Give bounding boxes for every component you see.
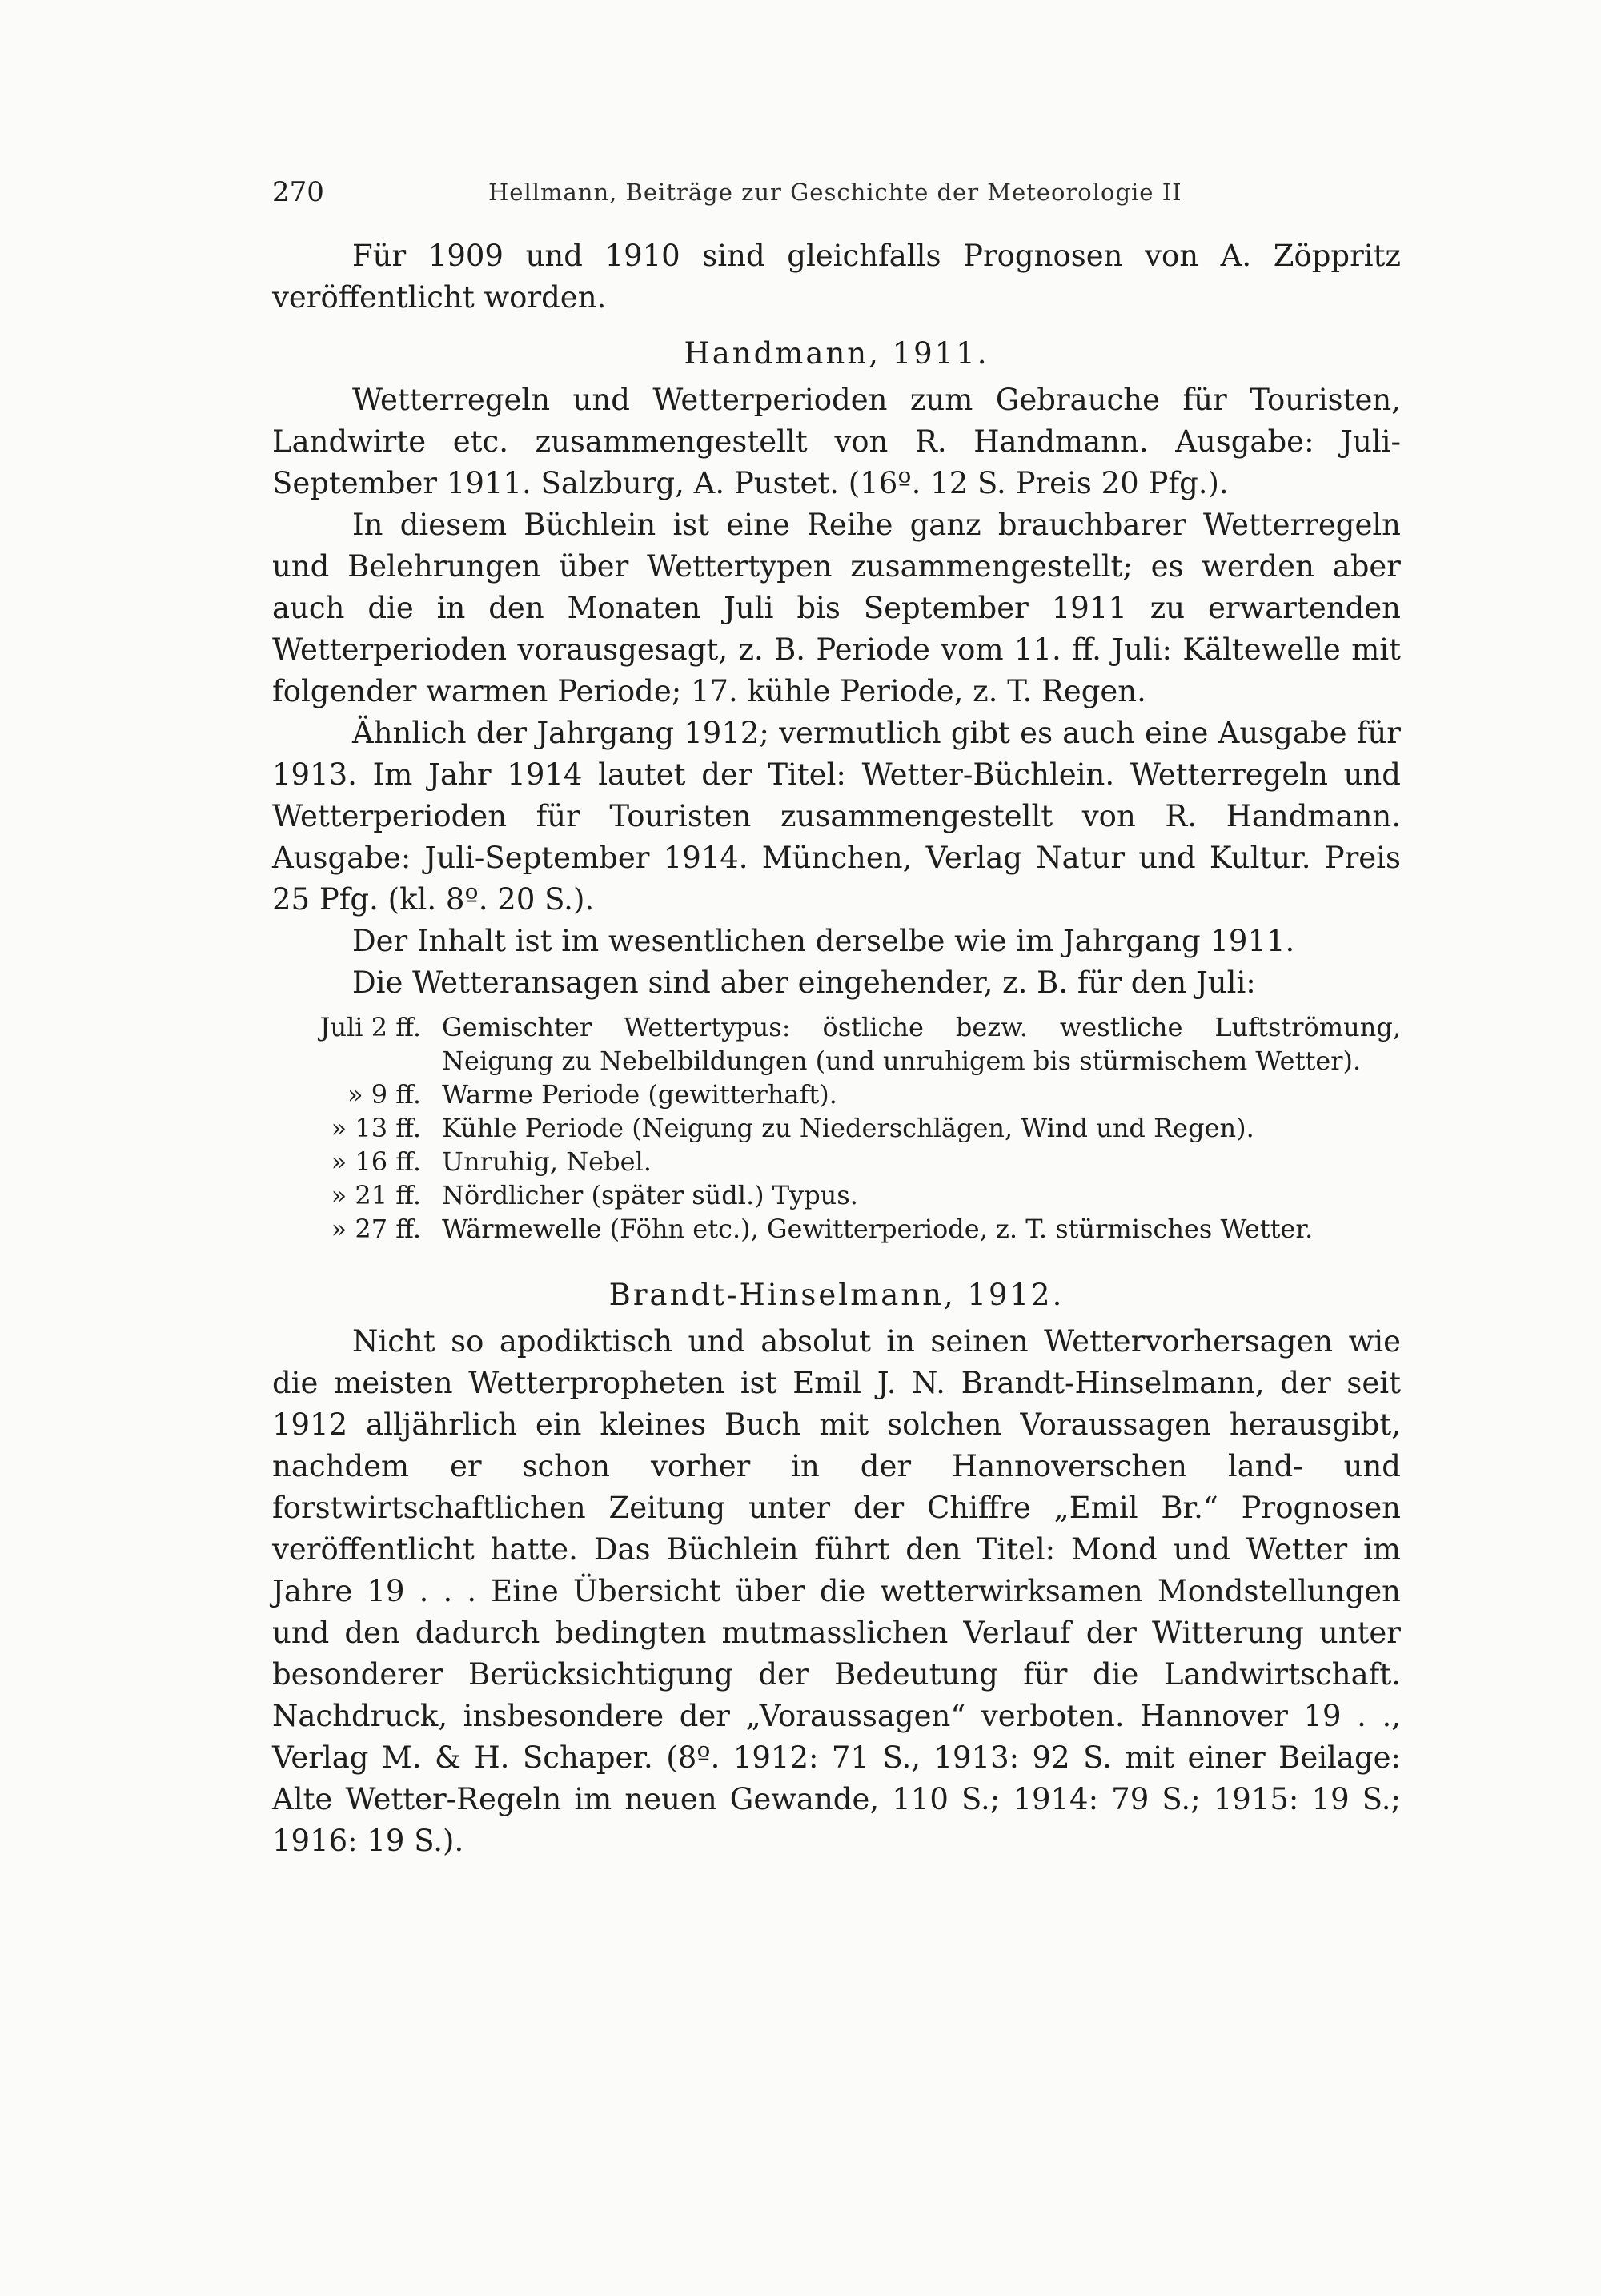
schedule-row [272, 1145, 1401, 1178]
running-title: Hellmann, Beiträge zur Geschichte der Meteorologie II [488, 179, 1182, 206]
handmann-description: In diesem Büchlein ist eine Reihe ganz brauchbarer Wetterregeln und Belehrungen über Wettertypen zusammengestellt; es werden aber auch die in den Monaten Juli bis September 1911 zu erwartenden Wetterperioden vorausgesagt, z. B. Periode vom 11. ff. Juli: Kältewelle mit folgender warmen Periode; 17. kühle Periode, z. T. Regen. [272, 508, 1401, 708]
schedule-day: » 21 ff. [331, 1180, 421, 1210]
schedule-text: Kühle Periode (Neigung zu Niederschlägen, Wind und Regen). [442, 1113, 1254, 1143]
schedule-day: » 16 ff. [331, 1146, 421, 1177]
schedule-day: » 13 ff. [331, 1113, 421, 1143]
schedule-day: » 9 ff. [347, 1079, 421, 1110]
handmann-later-editions: Ähnlich der Jahrgang 1912; vermutlich gibt es auch eine Ausgabe für 1913. Im Jahr 1914 lautet der Titel: Wetter-Büchlein. Wetterregeln und Wetterperioden für Touristen zusammengestellt von R. Handmann. Ausgabe: Juli-September 1914. München, Verlag Natur und Kultur. Preis 25 Pfg. (kl. 8º. 20 S.). [272, 716, 1401, 917]
handmann-citation: Wetterregeln und Wetterperioden zum Gebrauche für Touristen, Landwirte etc. zusammengestellt von R. Handmann. Ausgabe: Juli-September 1911. Salzburg, A. Pustet. (16º. 12 S. Preis 20 Pfg.). [272, 383, 1401, 500]
schedule-row [272, 1111, 1401, 1145]
handmann-content-note: Der Inhalt ist im wesentlichen derselbe wie im Jahrgang 1911. [352, 924, 1295, 958]
schedule-text: Nördlicher (später südl.) Typus. [442, 1180, 858, 1210]
section-heading-brandt: Brandt-Hinselmann, 1912. [608, 1278, 1065, 1312]
schedule-text: Gemischter Wettertypus: östliche bezw. westliche Luftströmung, Neigung zu Nebelbildungen (und unruhigem bis stürmischem Wetter). [442, 1012, 1401, 1076]
spacer [272, 1246, 1401, 1260]
schedule-text: Unruhig, Nebel. [442, 1146, 652, 1177]
schedule-row [272, 1078, 1401, 1111]
schedule-day: Juli 2 ff. [319, 1012, 421, 1042]
body-text [272, 235, 1401, 1862]
schedule-row [272, 1212, 1401, 1246]
intro-paragraph: Für 1909 und 1910 sind gleichfalls Prognosen von A. Zöppritz veröffentlicht worden. [272, 239, 1401, 315]
weather-schedule [272, 1010, 1401, 1246]
handmann-detail-intro: Die Wetteransagen sind aber eingehender, z. B. für den Juli: [352, 965, 1256, 1000]
schedule-text: Wärmewelle (Föhn etc.), Gewitterperiode, z. T. stürmisches Wetter. [442, 1214, 1314, 1244]
schedule-row [272, 1010, 1401, 1078]
running-head [272, 175, 1401, 210]
schedule-row [272, 1178, 1401, 1212]
brandt-paragraph: Nicht so apodiktisch und absolut in seinen Wettervorhersagen wie die meisten Wetterpropheten ist Emil J. N. Brandt-Hinselmann, der seit 1912 alljährlich ein kleines Buch mit solchen Voraussagen herausgibt, nachdem er schon vorher in der Hannoverschen land- und forstwirtschaftlichen Zeitung unter der Chiffre „Emil Br.“ Prognosen veröffentlicht hatte. Das Büchlein führt den Titel: Mond und Wetter im Jahre 19 . . . Eine Übersicht über die wetterwirksamen Mondstellungen und den dadurch bedingten mutmasslichen Verlauf der Witterung unter besonderer Berücksichtigung der Bedeutung für die Landwirtschaft. Nachdruck, insbesondere der „Voraussagen“ verboten. Hannover 19 . ., Verlag M. & H. Schaper. (8º. 1912: 71 S., 1913: 92 S. mit einer Beilage: Alte Wetter-Regeln im neuen Gewande, 110 S.; 1914: 79 S.; 1915: 19 S.; 1916: 19 S.). [272, 1324, 1401, 1858]
page-number: 270 [272, 176, 324, 208]
section-heading-handmann: Handmann, 1911. [684, 336, 989, 371]
schedule-day: » 27 ff. [331, 1214, 421, 1244]
schedule-text: Warme Periode (gewitterhaft). [442, 1079, 837, 1110]
